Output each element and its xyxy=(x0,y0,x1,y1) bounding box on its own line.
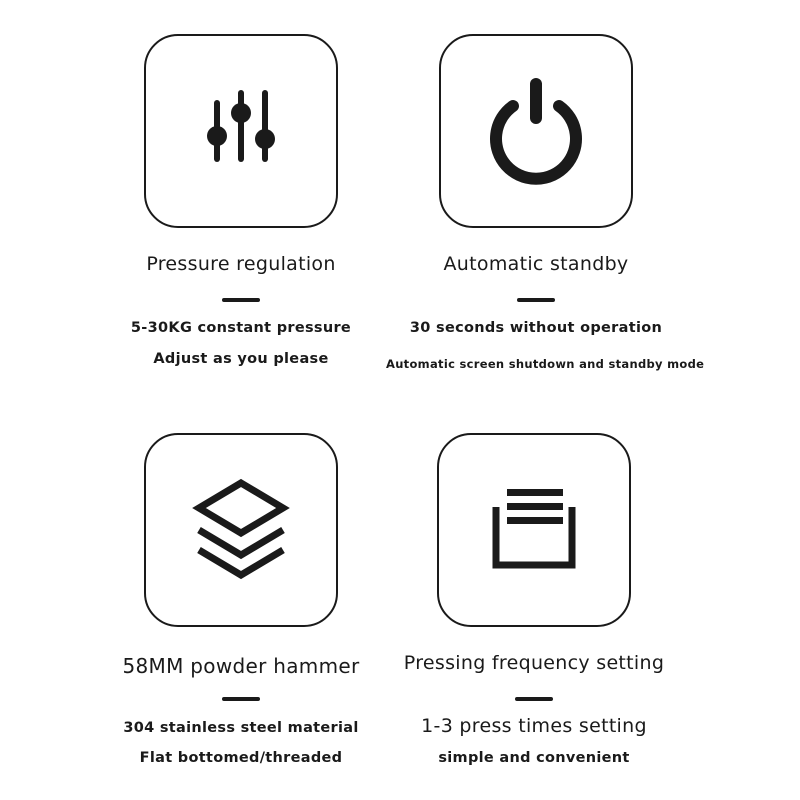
feature-title: Pressing frequency setting xyxy=(403,652,665,674)
feature-title: Automatic standby xyxy=(443,253,629,275)
divider xyxy=(517,298,555,302)
feature-line-1: 1-3 press times setting xyxy=(421,715,647,737)
sliders-icon xyxy=(191,81,291,181)
divider xyxy=(222,697,260,701)
feature-line-2: simple and convenient xyxy=(438,750,630,766)
power-icon-box xyxy=(439,34,633,228)
feature-automatic-standby xyxy=(386,34,705,384)
feature-line-1: 30 seconds without operation xyxy=(409,320,663,336)
feature-line-1: 304 stainless steel material xyxy=(123,720,359,736)
feature-title: Pressure regulation xyxy=(146,253,336,275)
feature-title: 58MM powder hammer xyxy=(122,654,360,678)
feature-powder-hammer xyxy=(91,433,391,783)
stacked-trays-icon xyxy=(479,475,589,585)
feature-pressing-frequency xyxy=(384,433,684,783)
feature-line-2: Flat bottomed/threaded xyxy=(139,750,343,766)
stacked-trays-icon-box xyxy=(437,433,631,627)
divider xyxy=(515,697,553,701)
sliders-icon-box xyxy=(144,34,338,228)
feature-line-2: Adjust as you please xyxy=(153,351,329,367)
divider xyxy=(222,298,260,302)
feature-pressure-regulation xyxy=(91,34,391,384)
layers-icon xyxy=(186,475,296,585)
layers-icon-box xyxy=(144,433,338,627)
feature-line-2: Automatic screen shutdown and standby mode xyxy=(386,357,705,371)
power-icon xyxy=(481,76,591,186)
feature-line-1: 5-30KG constant pressure xyxy=(130,320,352,336)
